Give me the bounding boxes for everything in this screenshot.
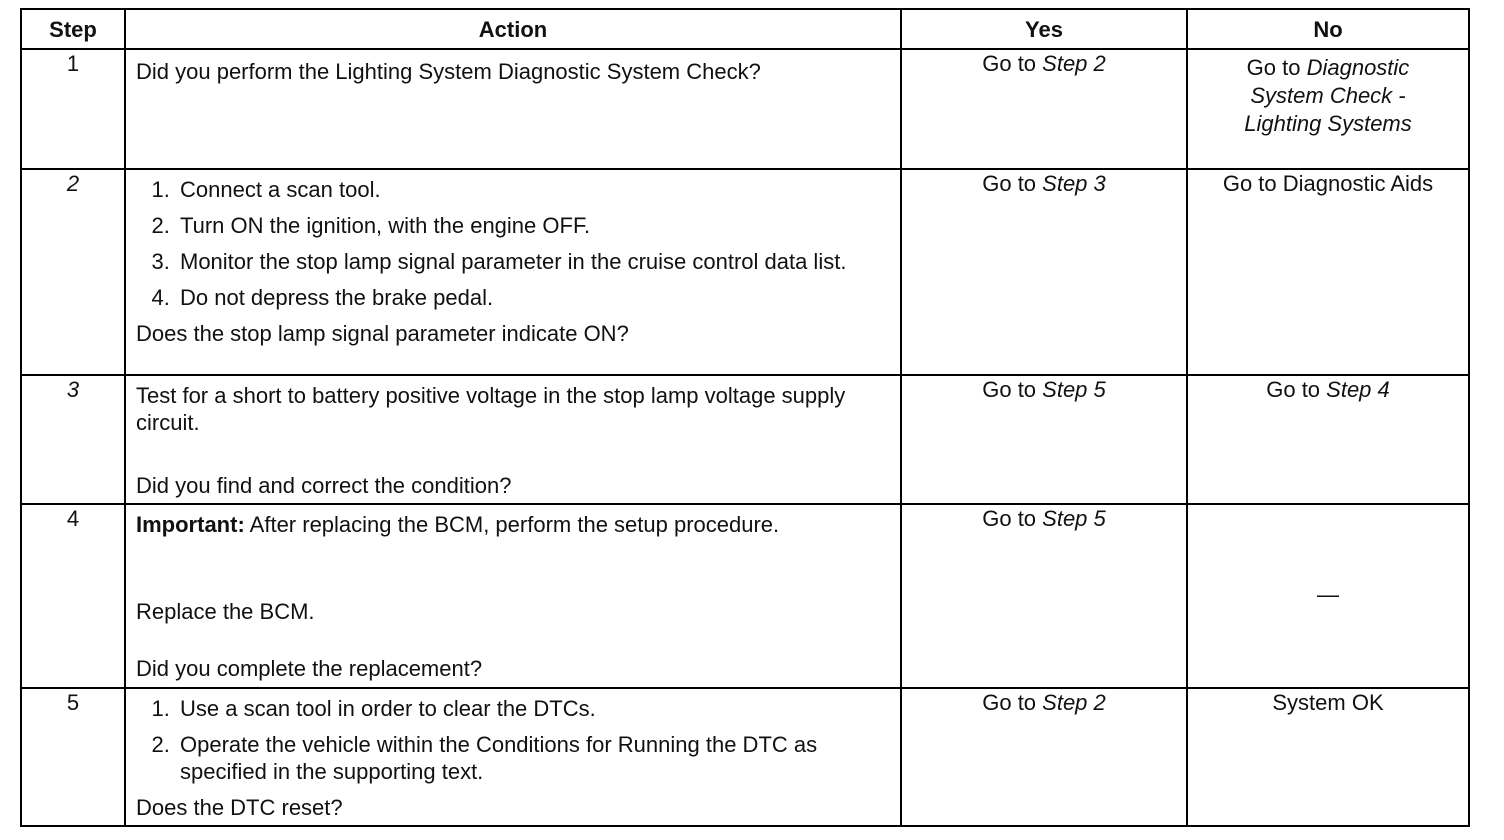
no-prefix: Go to: [1266, 377, 1327, 402]
no-link[interactable]: Go to Diagnostic Aids: [1222, 171, 1434, 196]
list-item: 2. Turn ON the ignition, with the engine OFF.: [176, 212, 890, 239]
header-yes: Yes: [901, 9, 1187, 49]
list-item: 2. Operate the vehicle within the Conditions for Running the DTC as specified in the supporting text.: [176, 731, 890, 785]
list-item: 4. Do not depress the brake pedal.: [176, 284, 890, 311]
yes-cell[interactable]: [901, 169, 1187, 375]
no-cell[interactable]: [1187, 169, 1469, 375]
yes-step-link[interactable]: Step 5: [1042, 377, 1106, 402]
list-item: 1. Use a scan tool in order to clear the DTCs.: [176, 695, 890, 722]
step-number: 1: [21, 49, 125, 169]
diagnostic-table: [20, 8, 1470, 827]
no-result: System OK: [1272, 690, 1384, 715]
header-no: No: [1187, 9, 1469, 49]
action-cell: [125, 169, 901, 375]
header-action: Action: [125, 9, 901, 49]
list-item: 1. Connect a scan tool.: [176, 176, 890, 203]
yes-prefix: Go to: [982, 51, 1043, 76]
list-item: 3. Monitor the stop lamp signal parameter in the cruise control data list.: [176, 248, 890, 275]
action-question: Did you find and correct the condition?: [136, 473, 512, 498]
important-text: After replacing the BCM, perform the setup procedure.: [244, 512, 780, 537]
important-label: Important:: [136, 512, 245, 537]
action-text: Test for a short to battery positive voltage in the stop lamp voltage supply circuit.: [136, 383, 846, 435]
no-procedure-link[interactable]: Diagnostic System Check - Lighting Systems: [1244, 55, 1412, 136]
no-cell: [1187, 504, 1469, 688]
yes-cell[interactable]: [901, 504, 1187, 688]
yes-prefix: Go to: [982, 506, 1043, 531]
table-row-step-1: [21, 49, 1469, 169]
no-cell: [1187, 688, 1469, 826]
step-number: 3: [21, 375, 125, 504]
step-number: 2: [21, 169, 125, 375]
no-cell[interactable]: [1187, 375, 1469, 504]
action-cell: [125, 49, 901, 169]
step-number: 4: [21, 504, 125, 688]
header-step: Step: [21, 9, 125, 49]
action-question: Does the stop lamp signal parameter indicate ON?: [136, 321, 629, 346]
table-row-step-3: [21, 375, 1469, 504]
table-row-step-2: [21, 169, 1469, 375]
yes-cell[interactable]: [901, 49, 1187, 169]
action-cell: [125, 688, 901, 826]
table-row-step-4: [21, 504, 1469, 688]
table-row-step-5: [21, 688, 1469, 826]
action-question: Does the DTC reset?: [136, 795, 343, 820]
instruction-list: [136, 176, 890, 311]
action-text: Replace the BCM.: [136, 599, 315, 624]
yes-cell[interactable]: [901, 375, 1187, 504]
yes-step-link[interactable]: Step 3: [1042, 171, 1106, 196]
action-question: Did you complete the replacement?: [136, 656, 483, 681]
action-question: Did you perform the Lighting System Diagnostic System Check?: [136, 59, 761, 84]
important-note: [136, 511, 890, 538]
no-dash: —: [1317, 581, 1339, 607]
yes-step-link[interactable]: Step 2: [1042, 690, 1106, 715]
instruction-list: [136, 695, 890, 785]
header-row: [21, 9, 1469, 49]
yes-prefix: Go to: [982, 377, 1043, 402]
action-cell: [125, 375, 901, 504]
yes-prefix: Go to: [982, 171, 1043, 196]
yes-cell[interactable]: [901, 688, 1187, 826]
yes-prefix: Go to: [982, 690, 1043, 715]
yes-step-link[interactable]: Step 2: [1042, 51, 1106, 76]
no-prefix: Go to: [1246, 55, 1307, 80]
no-cell[interactable]: [1187, 49, 1469, 169]
step-number: 5: [21, 688, 125, 826]
action-cell: [125, 504, 901, 688]
no-step-link[interactable]: Step 4: [1326, 377, 1390, 402]
yes-step-link[interactable]: Step 5: [1042, 506, 1106, 531]
